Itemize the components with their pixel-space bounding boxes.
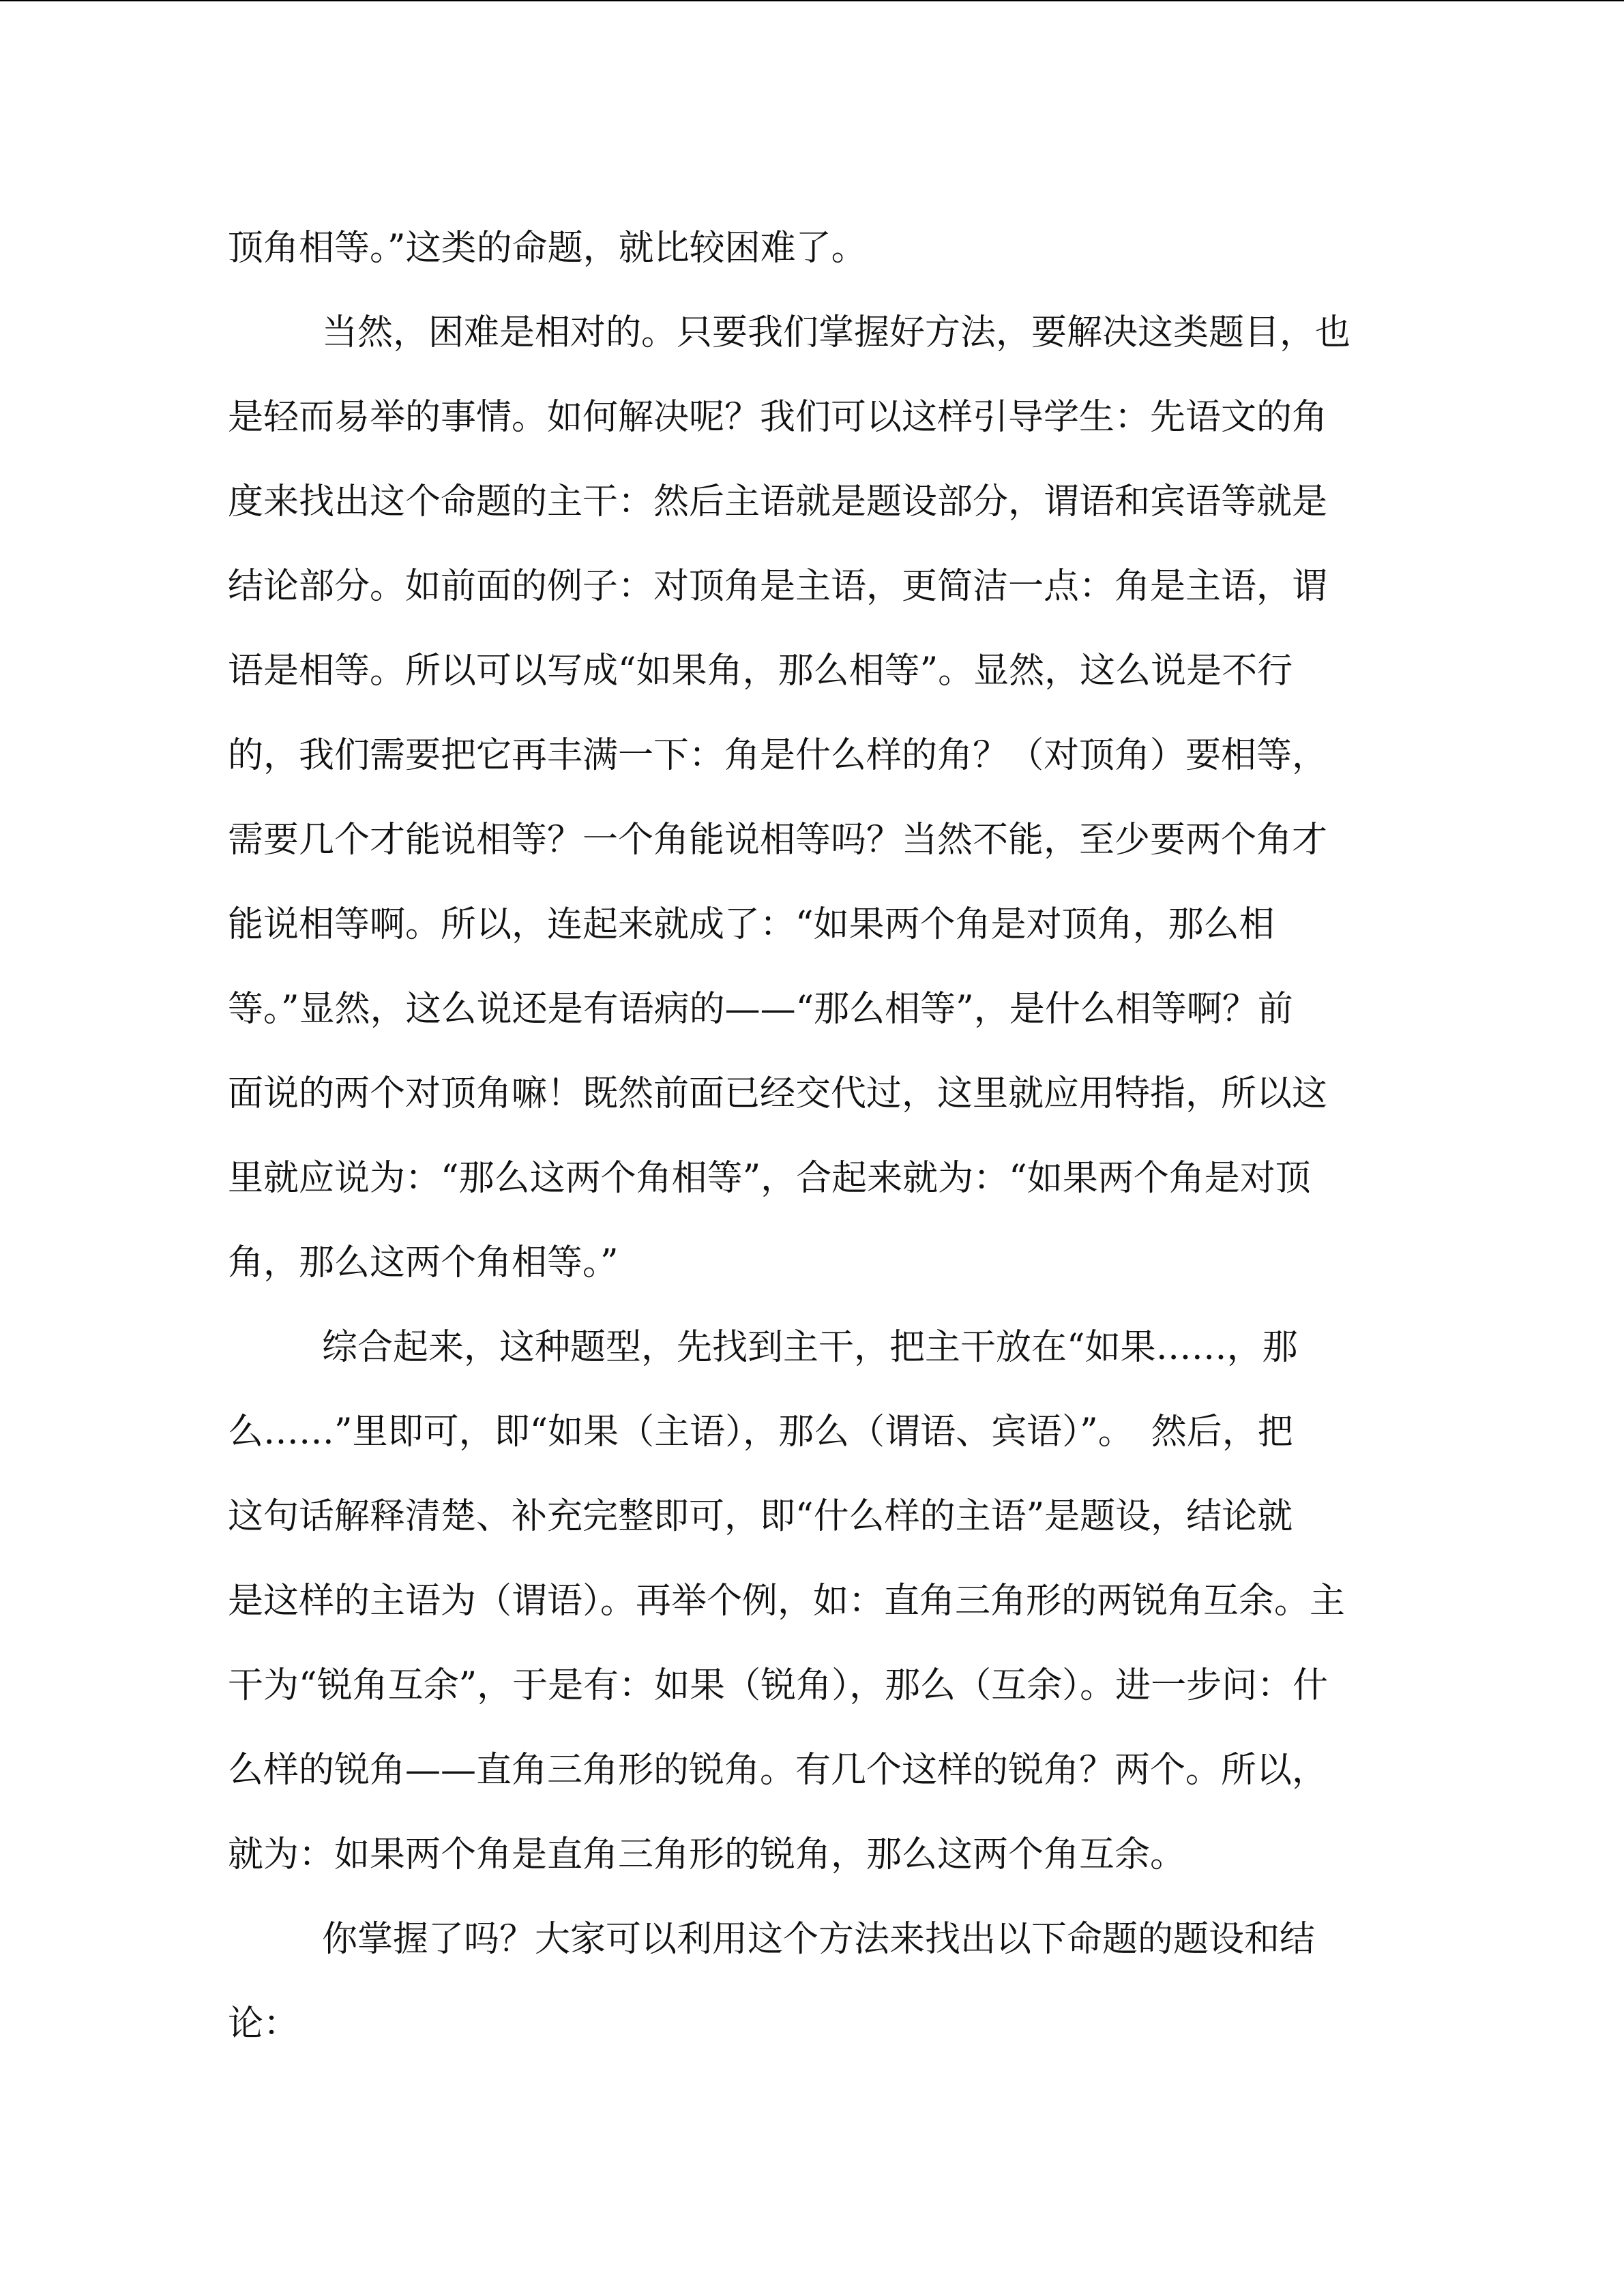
- paragraph-first-line: 综合起来，这种题型，先找到主干，把主干放在“如果……，那: [322, 1327, 1298, 1368]
- body-text: [228, 206, 1432, 2066]
- paragraph-first-line: 你掌握了吗？大家可以利用这个方法来找出以下命题的题设和结: [322, 1919, 1316, 1960]
- paragraph-first-line: 当然，困难是相对的。只要我们掌握好方法，要解决这类题目，也: [322, 312, 1351, 353]
- text-line: 是这样的主语为（谓语）。再举个例，如：直角三角形的两锐角互余。主: [228, 1581, 1346, 1622]
- text-line: 面说的两个对顶角嘛！既然前面已经交代过，这里就应用特指，所以这: [228, 1073, 1328, 1114]
- text-line: 等。”显然，这么说还是有语病的——“那么相等”，是什么相等啊？前: [228, 989, 1293, 1030]
- text-line: 这句话解释清楚、补充完整即可，即“什么样的主语”是题设，结论就: [228, 1496, 1293, 1537]
- text-line: 需要几个才能说相等？一个角能说相等吗？当然不能，至少要两个角才: [228, 820, 1328, 861]
- text-line: 角，那么这两个角相等。”: [228, 1242, 619, 1283]
- text-line: 么样的锐角——直角三角形的锐角。有几个这样的锐角？两个。所以，: [228, 1750, 1328, 1791]
- text-line: 就为：如果两个角是直角三角形的锐角，那么这两个角互余。: [228, 1834, 1186, 1875]
- text-line: 论：: [228, 2003, 299, 2044]
- text-line: 的，我们需要把它再丰满一下：角是什么样的角？（对顶角）要相等，: [228, 735, 1328, 776]
- text-line: 语是相等。所以可以写成“如果角，那么相等”。显然，这么说是不行: [228, 651, 1293, 691]
- text-line: 是轻而易举的事情。如何解决呢？我们可以这样引导学生：先语文的角: [228, 397, 1328, 438]
- text-line: 里就应说为：“那么这两个角相等”，合起来就为：“如果两个角是对顶: [228, 1158, 1311, 1199]
- text-line: 干为“锐角互余”，于是有：如果（锐角），那么（互余）。进一步问：什: [228, 1665, 1329, 1706]
- text-line: 度来找出这个命题的主干：然后主语就是题设部分，谓语和宾语等就是: [228, 481, 1328, 522]
- text-line: 顶角相等。”这类的命题，就比较困难了。: [228, 228, 867, 269]
- text-line: 结论部分。如前面的例子：对顶角是主语，更简洁一点：角是主语，谓: [228, 566, 1328, 607]
- text-line: 能说相等啊。所以，连起来就成了：“如果两个角是对顶角，那么相: [228, 904, 1275, 945]
- text-line: 么……”里即可，即“如果（主语），那么（谓语、宾语）”。 然后，把: [228, 1412, 1293, 1452]
